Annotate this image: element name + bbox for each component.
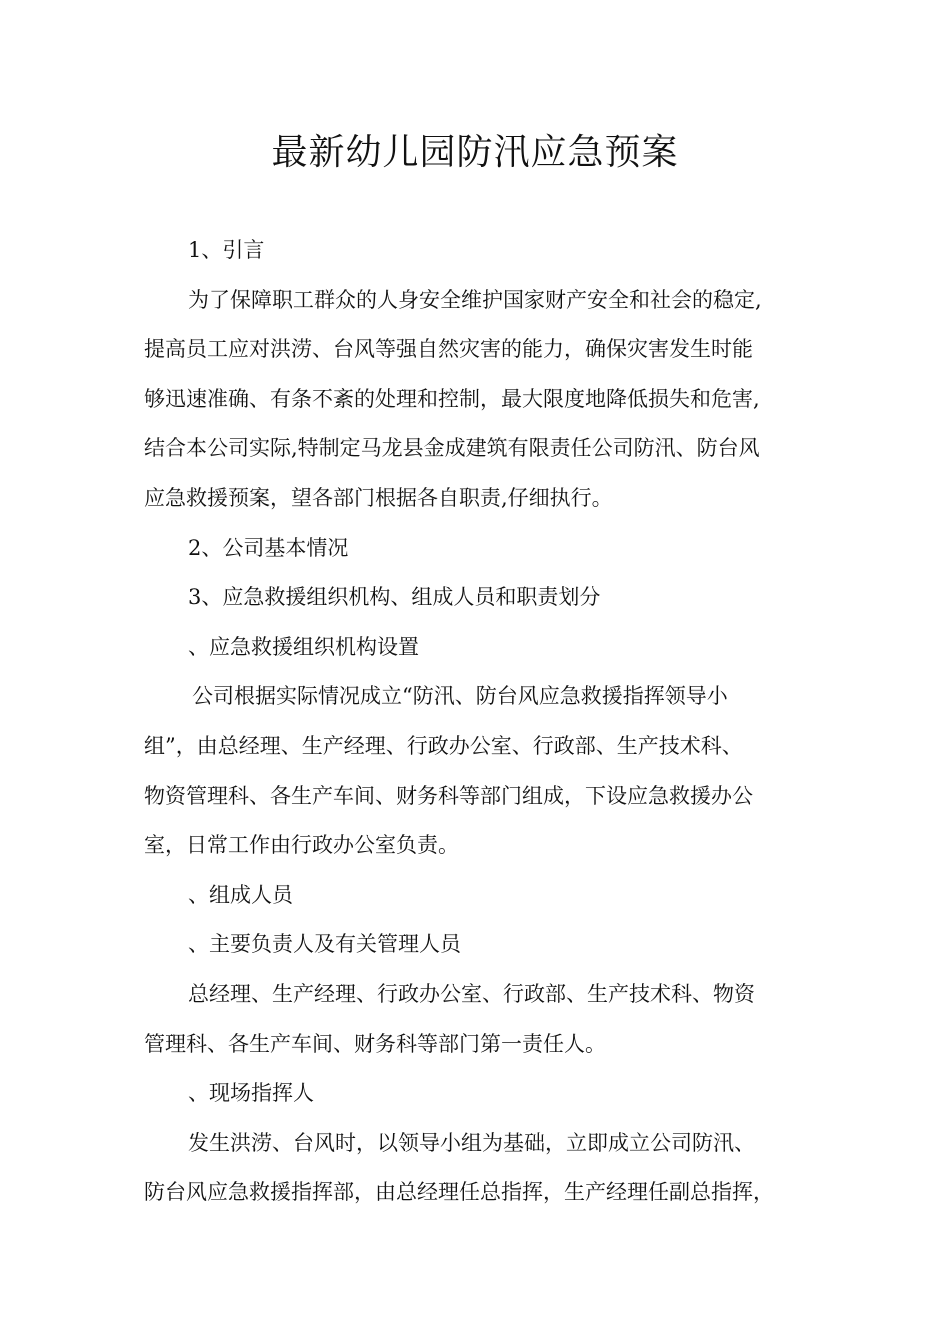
paragraph-line: 室，日常工作由行政办公室负责。: [144, 833, 459, 858]
paragraph-line: 组”，由总经理、生产经理、行政办公室、行政部、生产技术科、: [144, 733, 743, 758]
paragraph-line: 总经理、生产经理、行政办公室、行政部、生产技术科、物资: [188, 981, 755, 1006]
paragraph-line: 发生洪涝、台风时，以领导小组为基础，立即成立公司防汛、: [188, 1130, 755, 1155]
section-heading-introduction: 1、引言: [188, 238, 265, 262]
section-heading-company-overview: 2、公司基本情况: [188, 535, 349, 560]
paragraph-line: 防台风应急救援指挥部，由总经理任总指挥，生产经理任副总指挥，: [144, 1180, 774, 1205]
paragraph-line: 为了保障职工群众的人身安全维护国家财产安全和社会的稳定,: [188, 287, 762, 312]
document-body: [144, 226, 816, 1218]
paragraph-line: 提高员工应对洪涝、台风等强自然灾害的能力，确保灾害发生时能: [144, 337, 753, 362]
paragraph-line: 管理科、各生产车间、财务科等部门第一责任人。: [144, 1031, 606, 1056]
subsection-heading-leaders: 、主要负责人及有关管理人员: [188, 932, 461, 957]
subsection-heading-setup: 、应急救援组织机构设置: [188, 634, 419, 659]
paragraph-line: 公司根据实际情况成立“防汛、防台风应急救援指挥领导小: [192, 684, 728, 709]
subsection-heading-commander: 、现场指挥人: [188, 1081, 314, 1106]
document-title: 最新幼儿园防汛应急预案: [271, 132, 679, 173]
paragraph-line: 够迅速准确、有条不紊的处理和控制，最大限度地降低损失和危害,: [144, 386, 760, 411]
paragraph-line: 结合本公司实际,特制定马龙县金成建筑有限责任公司防汛、防台风: [144, 436, 760, 461]
subsection-heading-members: 、组成人员: [188, 882, 293, 907]
paragraph-line: 应急救援预案，望各部门根据各自职责,仔细执行。: [144, 485, 613, 510]
section-heading-organization: 3、应急救援组织机构、组成人员和职责划分: [188, 585, 601, 610]
paragraph-line: 物资管理科、各生产车间、财务科等部门组成，下设应急救援办公: [144, 783, 753, 808]
